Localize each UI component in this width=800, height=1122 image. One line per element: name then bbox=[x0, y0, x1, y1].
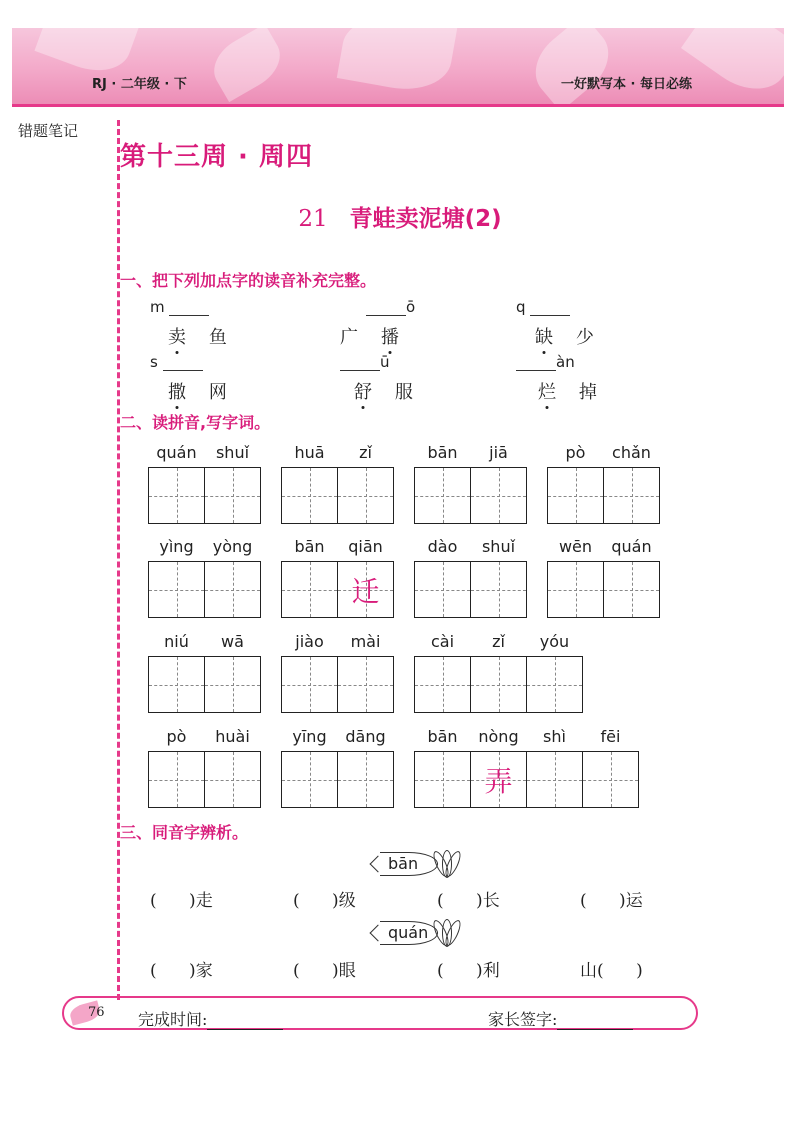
word-grid: cài zǐ yóu bbox=[414, 632, 583, 713]
pinyin-blank[interactable]: àn bbox=[516, 353, 575, 371]
word-grid: wēn quán bbox=[547, 537, 660, 618]
radish-pinyin: bān bbox=[388, 854, 419, 873]
pinyin-blank[interactable]: q bbox=[516, 298, 570, 316]
writing-box[interactable] bbox=[204, 751, 261, 808]
writing-box[interactable] bbox=[470, 656, 527, 713]
grade-label: RJ · 二年级 · 下 bbox=[92, 77, 187, 92]
mistake-notes-label: 错题笔记 bbox=[18, 122, 79, 140]
word: 撒 网 bbox=[168, 382, 227, 403]
word-grid: yìng yòng bbox=[148, 537, 261, 618]
word: 舒 服 bbox=[354, 382, 413, 403]
blank[interactable]: ( )走 bbox=[150, 891, 213, 911]
writing-box[interactable] bbox=[526, 656, 583, 713]
word: 广 播 bbox=[340, 327, 399, 348]
day-title: 第十三周 · 周四 bbox=[120, 142, 313, 172]
writing-box[interactable] bbox=[470, 751, 527, 808]
petal-decoration bbox=[522, 28, 622, 104]
word-grid: niú wā bbox=[148, 632, 261, 713]
lesson-title bbox=[0, 200, 800, 233]
writing-box[interactable] bbox=[603, 561, 660, 618]
section1-title: 一、把下列加点字的读音补充完整。 bbox=[120, 271, 377, 290]
radish-icon bbox=[372, 917, 464, 949]
writing-box[interactable] bbox=[414, 467, 471, 524]
writing-box[interactable] bbox=[582, 751, 639, 808]
lesson-number: 21 bbox=[298, 206, 328, 232]
writing-box[interactable] bbox=[337, 751, 394, 808]
writing-box[interactable] bbox=[148, 467, 205, 524]
word-grid: pò chǎn bbox=[547, 443, 660, 524]
word-grid: jiào mài bbox=[281, 632, 394, 713]
word-grid: bān qiān 迁 bbox=[281, 537, 394, 618]
pinyin-blank[interactable]: m bbox=[150, 298, 209, 316]
section3-title: 三、同音字辨析。 bbox=[120, 823, 249, 842]
parent-signature[interactable]: 家长签字: bbox=[488, 1007, 633, 1030]
writing-box[interactable] bbox=[547, 467, 604, 524]
writing-box[interactable] bbox=[414, 751, 471, 808]
writing-box[interactable] bbox=[204, 656, 261, 713]
section2-title: 二、读拼音,写字词。 bbox=[120, 413, 271, 432]
word-grid: bān jiā bbox=[414, 443, 527, 524]
blank[interactable]: 山( ) bbox=[580, 961, 643, 981]
writing-box[interactable] bbox=[148, 751, 205, 808]
writing-box[interactable] bbox=[281, 561, 338, 618]
completion-time[interactable]: 完成时间: bbox=[138, 1007, 283, 1030]
writing-box[interactable] bbox=[526, 751, 583, 808]
writing-box[interactable] bbox=[281, 467, 338, 524]
petal-decoration bbox=[204, 28, 290, 102]
writing-box[interactable] bbox=[337, 561, 394, 618]
blank[interactable]: ( )级 bbox=[293, 891, 356, 911]
word-grid: pò huài bbox=[148, 727, 261, 808]
writing-box[interactable] bbox=[337, 467, 394, 524]
radish-icon bbox=[372, 848, 464, 880]
pinyin-blank[interactable]: s bbox=[150, 353, 203, 371]
given-character: 迁 bbox=[351, 575, 380, 608]
word-grid: dào shuǐ bbox=[414, 537, 527, 618]
writing-box[interactable] bbox=[470, 561, 527, 618]
margin-divider bbox=[117, 120, 120, 1000]
writing-box[interactable] bbox=[470, 467, 527, 524]
writing-box[interactable] bbox=[281, 656, 338, 713]
header-divider bbox=[12, 104, 784, 107]
header-banner bbox=[12, 28, 784, 104]
writing-box[interactable] bbox=[148, 656, 205, 713]
word-grid: huā zǐ bbox=[281, 443, 394, 524]
petal-decoration bbox=[337, 28, 457, 97]
writing-box[interactable] bbox=[204, 561, 261, 618]
writing-box[interactable] bbox=[603, 467, 660, 524]
blank[interactable]: ( )眼 bbox=[293, 961, 356, 981]
petal-decoration bbox=[681, 28, 784, 104]
word-grid: quán shuǐ bbox=[148, 443, 261, 524]
blank[interactable]: ( )家 bbox=[150, 961, 213, 981]
writing-box[interactable] bbox=[337, 656, 394, 713]
radish-pinyin: quán bbox=[388, 923, 429, 942]
writing-box[interactable] bbox=[281, 751, 338, 808]
series-label: 一好默写本 · 每日必练 bbox=[561, 77, 692, 92]
given-character: 弄 bbox=[484, 765, 513, 798]
writing-box[interactable] bbox=[547, 561, 604, 618]
lesson-name: 青蛙卖泥塘(2) bbox=[349, 206, 502, 232]
word-grid: bān nòng shì fēi 弄 bbox=[414, 727, 639, 808]
writing-box[interactable] bbox=[414, 656, 471, 713]
word-grid: yīng dāng bbox=[281, 727, 394, 808]
word: 烂 掉 bbox=[538, 382, 597, 403]
pinyin-blank[interactable]: ō bbox=[366, 298, 415, 316]
blank[interactable]: ( )利 bbox=[437, 961, 500, 981]
word: 缺 少 bbox=[535, 327, 594, 348]
page-number: 76 bbox=[88, 1005, 105, 1020]
word: 卖 鱼 bbox=[168, 327, 227, 348]
pinyin-blank[interactable]: ū bbox=[340, 353, 390, 371]
writing-box[interactable] bbox=[204, 467, 261, 524]
blank[interactable]: ( )长 bbox=[437, 891, 500, 911]
writing-box[interactable] bbox=[148, 561, 205, 618]
writing-box[interactable] bbox=[414, 561, 471, 618]
blank[interactable]: ( )运 bbox=[580, 891, 643, 911]
